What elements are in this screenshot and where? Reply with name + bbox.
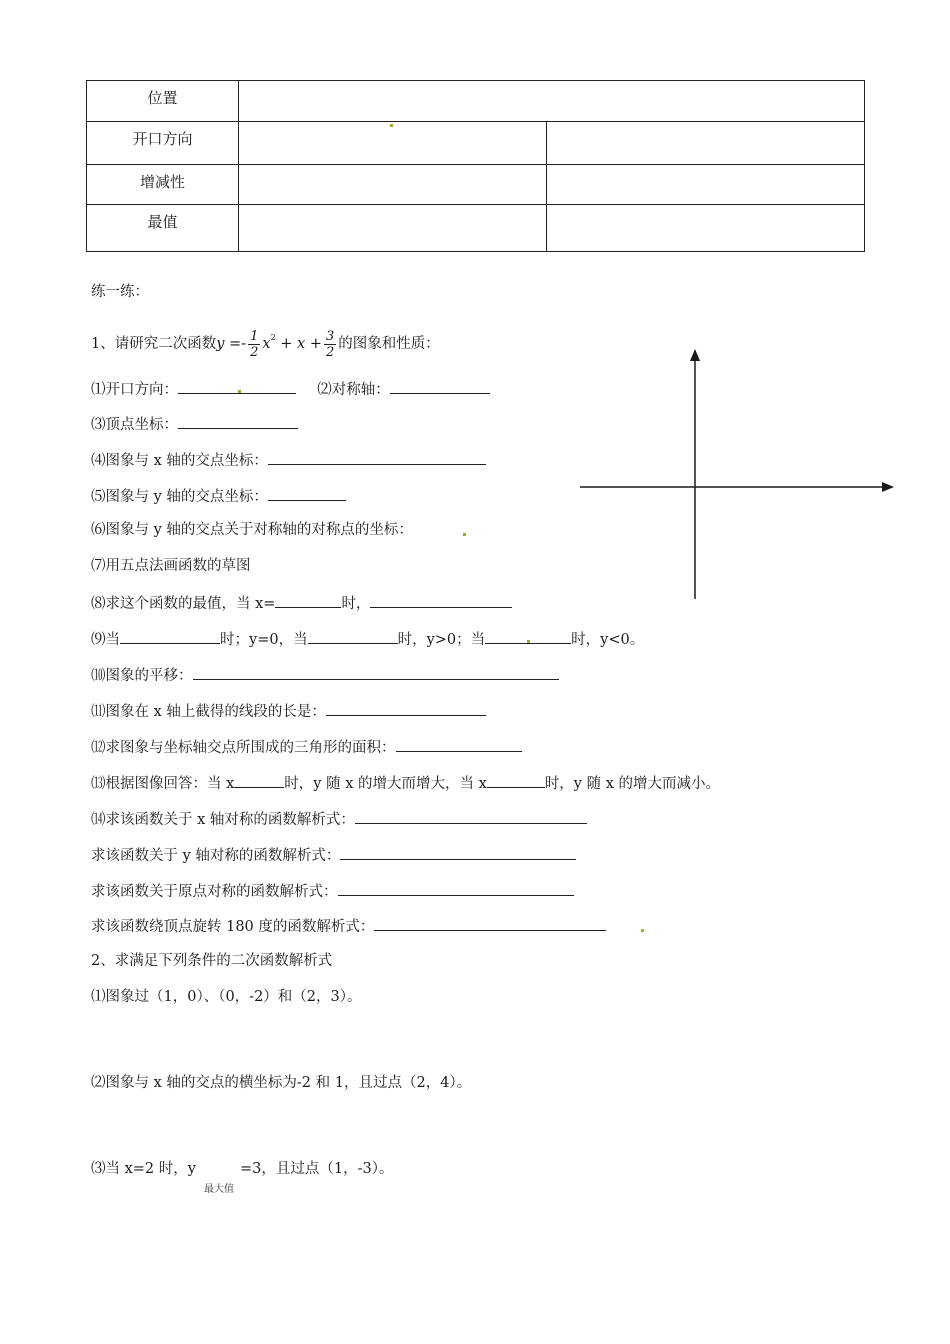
item-14b-label: 求该函数关于 y 轴对称的函数解析式：	[91, 848, 341, 864]
item-14c	[91, 880, 574, 902]
speck	[527, 640, 530, 643]
fraction-1-den: 2	[250, 344, 259, 360]
table-cell[interactable]	[547, 122, 865, 165]
q1-y-eq: y =-	[216, 336, 247, 352]
item-14d	[91, 915, 606, 937]
answer-blank[interactable]	[340, 844, 576, 860]
answer-blank[interactable]	[338, 880, 574, 896]
item-13-increasing: 时，y 随 x 的增大而增大，当 x	[284, 776, 487, 792]
item-6-label: ⑹图象与 y 轴的交点关于对称轴的对称点的坐标：	[91, 522, 413, 538]
coordinate-axes	[578, 345, 898, 603]
speck	[463, 533, 466, 536]
item-8-when: 时，	[341, 596, 371, 612]
answer-blank[interactable]	[355, 808, 587, 824]
practice-title: 练一练：	[91, 284, 149, 300]
answer-blank[interactable]	[178, 378, 296, 394]
answer-blank[interactable]	[326, 700, 486, 716]
item-13-label: ⒀根据图像回答：当 x	[91, 776, 235, 792]
answer-blank[interactable]	[275, 592, 341, 608]
row-label-monotonicity: 增减性	[87, 165, 239, 205]
item-4-label: ⑷图象与 x 轴的交点坐标：	[91, 453, 268, 469]
q1-exponent: 2	[270, 333, 276, 342]
item-10-label: ⑽图象的平移：	[91, 668, 193, 684]
item-14d-label: 求该函数绕顶点旋转 180 度的函数解析式：	[91, 919, 375, 935]
item-9	[91, 628, 644, 650]
x-axis-arrow	[882, 482, 894, 492]
table-cell[interactable]	[239, 205, 547, 252]
item-12-label: ⑿求图象与坐标轴交点所围成的三角形的面积：	[91, 740, 396, 756]
fraction-1-num: 1	[250, 328, 259, 344]
fraction-1	[248, 329, 260, 360]
answer-blank[interactable]	[268, 449, 486, 465]
speck	[390, 124, 393, 127]
item-8	[91, 592, 512, 614]
speck	[238, 390, 241, 393]
fraction-2-den: 2	[325, 344, 335, 360]
item-9-zero: 时；y=0，当	[220, 632, 308, 648]
q1-plus-x: + x +	[275, 336, 322, 352]
item-7-label: ⑺用五点法画函数的草图	[91, 558, 251, 574]
question-2-part-2: ⑵图象与 x 轴的交点的横坐标为-2 和 1，且过点（2，4）。	[91, 1075, 472, 1091]
item-14	[91, 808, 587, 830]
answer-blank[interactable]	[178, 413, 298, 429]
table-cell[interactable]	[547, 165, 865, 205]
item-6	[91, 520, 413, 540]
table-cell[interactable]	[547, 205, 865, 252]
q1-suffix: 的图象和性质：	[338, 336, 440, 352]
answer-blank[interactable]	[390, 378, 490, 394]
item-1-label: ⑴开口方向：	[91, 382, 178, 398]
fraction-2-num: 3	[325, 328, 335, 344]
answer-blank[interactable]	[485, 628, 571, 644]
row-label-opening: 开口方向	[87, 122, 239, 165]
answer-blank[interactable]	[268, 485, 346, 501]
table-row	[87, 205, 865, 252]
answer-blank[interactable]	[120, 628, 220, 644]
row-label-extremum: 最值	[87, 205, 239, 252]
q1-prefix: 1、请研究二次函数	[91, 336, 217, 352]
table-cell[interactable]	[239, 122, 547, 165]
answer-blank[interactable]	[234, 772, 284, 788]
item-5	[91, 485, 346, 507]
item-4	[91, 449, 486, 471]
question-2-part-1: ⑴图象过（1，0）、（0，-2）和（2，3）。	[91, 989, 362, 1005]
item-5-label: ⑸图象与 y 轴的交点坐标：	[91, 489, 268, 505]
item-1-2	[91, 378, 490, 400]
table-row	[87, 165, 865, 205]
table-row	[87, 122, 865, 165]
item-3-label: ⑶顶点坐标：	[91, 417, 178, 433]
item-10	[91, 664, 559, 686]
speck	[641, 929, 644, 932]
item-9-positive: 时，y>0；当	[397, 632, 486, 648]
answer-blank[interactable]	[487, 772, 545, 788]
item-9-negative: 时，y<0。	[571, 632, 645, 648]
question-2-title: 2、求满足下列条件的二次函数解析式	[91, 953, 333, 969]
fraction-2	[324, 329, 336, 360]
answer-blank[interactable]	[193, 664, 559, 680]
q1-x-var: x	[262, 336, 271, 352]
subscript-max-value: 最大值	[204, 1184, 234, 1195]
table-row	[87, 81, 865, 122]
item-8-label: ⑻求这个函数的最值，当 x=	[91, 596, 276, 612]
answer-blank[interactable]	[370, 592, 512, 608]
properties-table	[86, 80, 865, 252]
item-11-label: ⑾图象在 x 轴上截得的线段的长是：	[91, 704, 326, 720]
item-12	[91, 736, 522, 758]
item-14-label: ⒁求该函数关于 x 轴对称的函数解析式：	[91, 812, 355, 828]
item-11	[91, 700, 486, 722]
y-axis-arrow	[690, 349, 700, 361]
table-cell[interactable]	[239, 165, 547, 205]
item-14b	[91, 844, 576, 866]
table-cell[interactable]	[239, 81, 865, 122]
question-2-part-3	[91, 1159, 393, 1179]
item-7	[91, 556, 251, 576]
row-label-position: 位置	[87, 81, 239, 122]
item-13	[91, 772, 720, 794]
answer-blank[interactable]	[374, 915, 606, 931]
item-2-label: ⑵对称轴：	[317, 382, 390, 398]
q2-p3-before: ⑶当 x=2 时，y	[91, 1161, 196, 1177]
answer-blank[interactable]	[308, 628, 398, 644]
item-9-label: ⑼当	[91, 632, 120, 648]
item-14c-label: 求该函数关于原点对称的函数解析式：	[91, 884, 338, 900]
item-13-decreasing: 时，y 随 x 的增大而减小。	[544, 776, 720, 792]
answer-blank[interactable]	[396, 736, 522, 752]
question-1	[91, 318, 440, 364]
q2-p3-after: =3，且过点（1，-3）。	[239, 1161, 394, 1177]
item-3	[91, 413, 298, 435]
